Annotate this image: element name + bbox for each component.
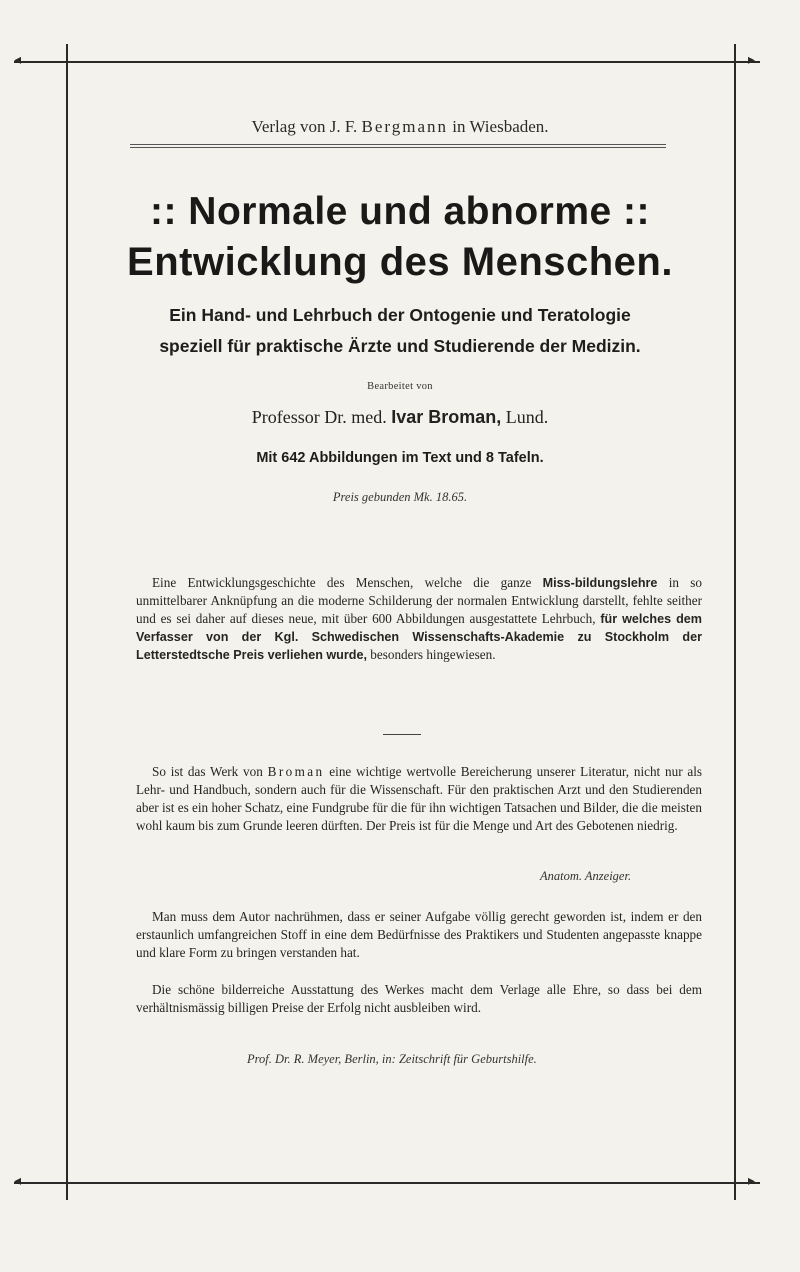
illustrations-line: Mit 642 Abbildungen im Text und 8 Tafeln. <box>256 450 544 466</box>
review-2-text-2: Die schöne bilderreiche Ausstattung des Werkes macht dem Verlage alle Ehre, so dass bei dem verhältnismässig billigen Preise der Erfolg nicht ausbleiben wird. <box>136 982 702 1015</box>
subtitle-line-1: Ein Hand- und Lehrbuch der Ontogenie und Teratologie <box>169 305 631 325</box>
author-name: Ivar Broman, <box>391 407 502 427</box>
book-title-line-2: Entwicklung des Menschen. <box>127 240 673 284</box>
review-2-text-1: Man muss dem Autor nachrühmen, dass er seiner Aufgabe völlig gerecht geworden ist, indem er den erstaunlich umfangreichen Stoff in eine dem Bedürfnisse des Praktikers und Studenten angepasste knappe und klare Form zu bringen verstanden hat. <box>136 909 702 960</box>
author-prefix: Professor Dr. med. <box>251 407 387 427</box>
publisher-suffix: in Wiesbaden. <box>452 117 549 136</box>
publisher-rule-top <box>130 144 666 145</box>
crop-mark-top-left-icon: ◂ <box>14 53 22 68</box>
review-1-author-name: Broman <box>267 764 325 779</box>
review-2-paragraph-2 <box>136 981 702 1017</box>
blurb-text-1: Eine Entwicklungsgeschichte des Menschen, welche die ganze <box>152 575 532 590</box>
blurb-bold-2: für welches dem Verfasser von der Kgl. Schwedischen Wissenschafts-Akademie zu Stockholm der Letterstedtsche Preis verliehen wurde, <box>136 612 703 662</box>
blurb-bold-1: Miss-bildungslehre <box>542 576 658 590</box>
blurb-text-3: besonders hingewiesen. <box>370 647 496 662</box>
section-divider <box>383 734 421 735</box>
author-line <box>0 407 800 428</box>
blurb-text-2: in so unmittelbarer Anknüpfung an die moderne Schilderung der normalen Entwicklung darstellt, fehlte seither und es sei daher auf dieses neue, mit über 600 Abbildungen ausgestattete Lehrbuch, <box>136 575 703 626</box>
publisher-prefix: Verlag von J. F. <box>251 117 358 136</box>
review-2-source: Prof. Dr. R. Meyer, Berlin, in: Zeitschrift für Geburtshilfe. <box>247 1052 537 1066</box>
price-line: Preis gebunden Mk. 18.65. <box>332 490 468 504</box>
book-title-line-1: :: Normale und abnorme :: <box>149 190 651 233</box>
crop-mark-bottom-left-icon: ◂ <box>14 1174 22 1189</box>
blurb-paragraph <box>136 574 702 664</box>
publisher-line <box>0 117 800 137</box>
crop-mark-top-right-icon: ▸ <box>748 53 756 68</box>
crop-mark-bottom-right-icon: ▸ <box>748 1174 756 1189</box>
publisher-rule-bottom <box>130 147 666 148</box>
review-1-source: Anatom. Anzeiger. <box>540 869 632 883</box>
frame-top-rule <box>14 61 760 63</box>
review-2-paragraph-1 <box>136 908 702 962</box>
review-1-text-1: So ist das Werk von <box>152 764 263 779</box>
subtitle-line-2: speziell für praktische Ärzte und Studierende der Medizin. <box>159 336 641 356</box>
author-suffix: Lund. <box>505 407 549 427</box>
publisher-name: Bergmann <box>361 117 449 136</box>
editor-label: Bearbeitet von <box>367 381 433 392</box>
review-1-paragraph <box>136 763 702 835</box>
frame-bottom-rule <box>14 1182 760 1184</box>
review-1-text-2: eine wichtige wertvolle Bereicherung unserer Literatur, nicht nur als Lehr- und Handbuch, sondern auch für die Wissenschaft. Für den praktischen Arzt und den Studierenden aber ist es ein hoher Schatz, eine Fundgrube für die für ihn wichtigen Tatsachen und Bilder, die die meisten wohl kaum bis zum Grunde leeren dürften. Der Preis ist für die Menge und Art des Gebotenen niedrig. <box>136 764 703 833</box>
